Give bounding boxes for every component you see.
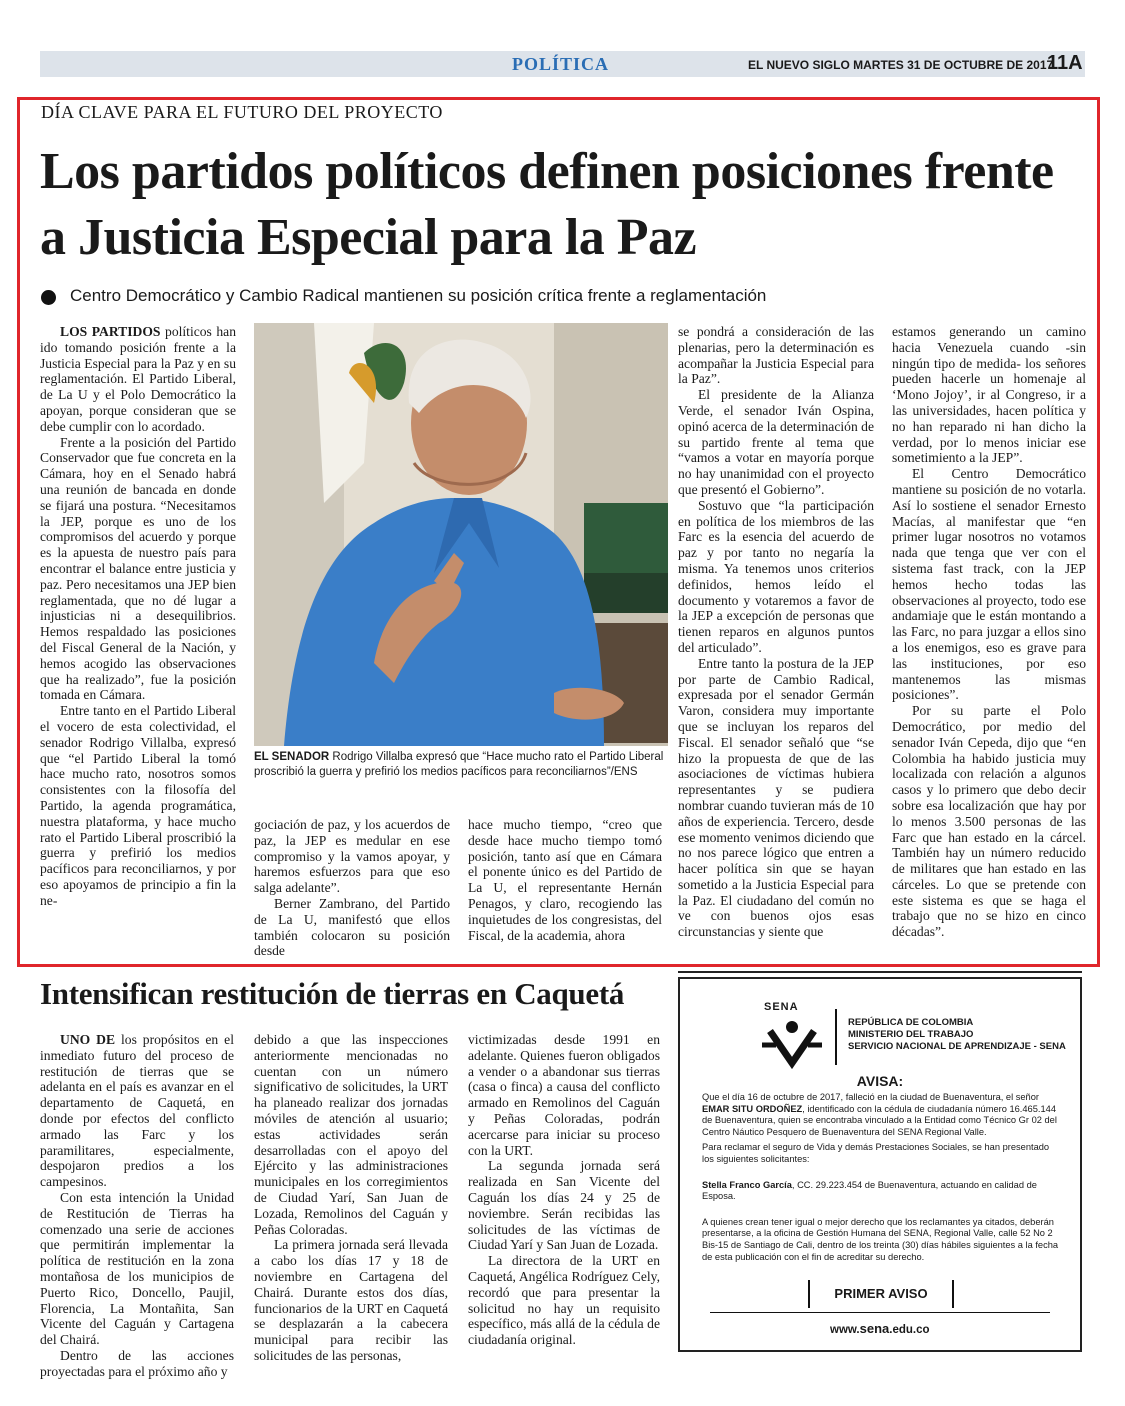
ad-org-line: MINISTERIO DEL TRABAJO bbox=[848, 1029, 974, 1040]
paragraph: Dentro de las acciones proyectadas para el próximo año y bbox=[40, 1347, 234, 1379]
url-part: .edu.co bbox=[889, 1324, 930, 1336]
paragraph: Berner Zambrano, del Partido de La U, manifestó que ellos también colocaron su posición desde bbox=[254, 895, 450, 959]
article2-column-3 bbox=[468, 1032, 660, 1348]
paragraph: debido a que las inspecciones anteriormente mencionadas no cuentan con un número significativo de solicitudes, la URT ha planeado realizar dos jornadas móviles de atención al usuario; estas actividades serán desarrolladas con el apoyo del Ejército y las administraciones municipales en los corregimientos de Ciudad Yarí, San Juan de Lozada, Remolinos del Caguán y Peñas Coloradas. bbox=[254, 1032, 448, 1237]
headline-2: Intensifican restitución de tierras en Caquetá bbox=[40, 976, 625, 1011]
paragraph: hace mucho tiempo, “creo que desde hace mucho tiempo tomó posición, tanto así que en Cámara el ponente único es del Partido de La U, el representante Hernán Penagos, y claro, recogiendo las inquietudes de los congresistas, del Fiscal, de la academia, ahora bbox=[468, 817, 662, 943]
paragraph: Sostuvo que “la participación en política de los miembros de las Farc es la esencia del acuerdo de paz y por tanto no negaría la misma. Ya tenemos unos criterios definidos, hemos leído el documento y votaremos a favor de la JEP a excepción de personas que tienen reparos en algunos puntos del articulado”. bbox=[678, 497, 874, 655]
paragraph: Con esta intención la Unidad de Restitución de Tierras ha comenzado una serie de acciones que permitirán implementar la política de restitución en la zona montañosa de los municipios de Puerto Rico, Doncello, Paujil, Florencia, La Montañita, San Vicente del Caguán y Cartagena del Chairá. bbox=[40, 1189, 234, 1348]
paragraph: La primera jornada será llevada a cabo los días 17 y 18 de noviembre en Cartagena del Chairá. Durante estos dos días, funcionarios de la URT en Caquetá se desplazarán a la cabecera municipal para recibir las solicitudes de las personas, bbox=[254, 1237, 448, 1363]
caption-text: Rodrigo Villalba expresó que “Hace mucho rato el Partido Liberal proscribió la guerra y prefirió los medios pacíficos para reconciliarnos”/ENS bbox=[254, 751, 664, 778]
photo-caption bbox=[254, 750, 668, 780]
senator-photo bbox=[254, 323, 668, 746]
paragraph: políticos han ido tomando posición frente a la Justicia Especial para la Paz y en su reglamentación. El Partido Liberal, de La U y el Polo Democrático la apoyan, porque consideran que se debe cumplir con lo acordado. bbox=[40, 324, 237, 434]
subheadline: Centro Democrático y Cambio Radical mantienen su posición crítica frente a reglamentación bbox=[70, 286, 767, 305]
article-column-3 bbox=[468, 817, 662, 943]
notice-label: PRIMER AVISO bbox=[834, 1286, 928, 1301]
kicker: DÍA CLAVE PARA EL FUTURO DEL PROYECTO bbox=[41, 102, 443, 122]
article-column-1 bbox=[40, 324, 236, 908]
url-part: www. bbox=[830, 1324, 860, 1336]
paragraph: La directora de la URT en Caquetá, Angélica Rodríguez Cely, recordó que para presentar la solicitud no hay un requisito específico, más allá de la cédula de ciudadanía original. bbox=[468, 1253, 660, 1348]
url-part: sena bbox=[859, 1321, 890, 1336]
notice-right-bar bbox=[952, 1280, 954, 1308]
ad-top-rule bbox=[678, 971, 1082, 973]
paragraph: Entre tanto en el Partido Liberal el vocero de esta colectividad, el senador Rodrigo Villalba, expresó que “el Partido Liberal la tomó hace mucho rato, nosotros somos consistentes con la filosofía del Partido, la agenda programática, nuestra plataforma, y hace mucho rato el Partido Liberal proscribió la guerra y prefirió los medios pacíficos para reconciliarnos, y por eso apoyamos de principio a fin la ne- bbox=[40, 703, 236, 908]
ad-org-line: REPÚBLICA DE COLOMBIA bbox=[848, 1017, 974, 1028]
sena-logo-text: SENA bbox=[764, 1001, 799, 1013]
paragraph: La segunda jornada será realizada en San Vicente del Caguán los días 24 y 25 de noviembre. Serán recibidas las solicitudes de las víctimas de Ciudad Yarí y San Juan de Lozada. bbox=[468, 1158, 660, 1253]
headline: Los partidos políticos definen posiciones frente a Justicia Especial para la Paz bbox=[40, 143, 1054, 266]
paragraph: Frente a la posición del Partido Conservador que fue concreta en la Cámara, hoy en el Senado habrá una reunión de bancada en donde se fijará una postura. “Necesitamos la JEP, porque es uno de los compromisos del acuerdo y porque es la apuesta de nuestro país para encontrar el balance entre justicia y paz. Pero necesitamos una JEP bien reglamentada, que no dé lugar a injusticias ni a desequilibrios. Hemos respaldado las posiciones del Fiscal General de la Nación, y hemos acogido las observaciones que ha realizado”, fue la posición tomada en Cámara. bbox=[40, 434, 236, 703]
ad-org-line: SERVICIO NACIONAL DE APRENDIZAJE - SENA bbox=[848, 1041, 1066, 1052]
paragraph: El Centro Democrático mantiene su posición de no votarla. Así lo sostiene el senador Ernesto Macías, al manifestar que “en primer lugar nosotros no votamos nada que tenga que ver con el sistema fast track, con la JEP hemos hecho todas las observaciones al proyecto, todo ese andamiaje que le están montando a las Farc, no para juzgar a ellos sino a los enemigos, eso es grave para las instituciones, por eso mantenemos las mismas posiciones”. bbox=[892, 466, 1086, 703]
article-column-4 bbox=[678, 324, 874, 940]
sena-logo-icon bbox=[756, 1001, 828, 1071]
article-column-2 bbox=[254, 817, 450, 959]
paragraph: se pondrá a consideración de las plenarias, pero la determinación es acompañar la Justicia Especial para la Paz”. bbox=[678, 324, 874, 387]
ad-text: Que el día 16 de octubre de 2017, falleció en la ciudad de Buenaventura, el señor bbox=[702, 1092, 1039, 1102]
caption-lead: EL SENADOR bbox=[254, 751, 330, 763]
ad-org-block bbox=[848, 1017, 1066, 1053]
ad-divider bbox=[835, 1009, 837, 1065]
paragraph: estamos generando un camino hacia Venezuela cuando -sin ningún tipo de medida- los señores pueden hacerle un homenaje al ‘Mono Jojoy’, ir al Congreso, ir a las universidades, hacen política y no han reparado ni han dicho la verdad, por lo menos iniciar ese sometimiento a la JEP”. bbox=[892, 324, 1086, 466]
ad-url bbox=[830, 1321, 930, 1336]
lead-words: UNO DE bbox=[60, 1032, 116, 1047]
page-number: 11A bbox=[1047, 52, 1083, 74]
paragraph: Por su parte el Polo Democrático, por medio del senador Iván Cepeda, dijo que “en Colombia ha habido justicia muy localizada con relación a algunos casos y lo primero que debo decir sobre esa localización que hay por lo menos 3.500 personas de las Farc que han estado en la cárcel. También hay un número reducido de militares que han estado en las cárceles. Lo que se pretende con este sistema es que se haga el trabajo que no se hizo en cinco décadas”. bbox=[892, 703, 1086, 940]
bullet-icon bbox=[41, 290, 56, 305]
ad-text: , identificado con la cédula de ciudadanía número 16.465.144 de Buenaventura, quien se encontraba vinculado a la Entidad como Técnico Gr 02 del Centro Náutico Pesquero de Buenaventura del SENA Regional Valle. bbox=[702, 1103, 1057, 1137]
paragraph: gociación de paz, y los acuerdos de paz, la JEP es medular en ese compromiso y la vamos apoyar, y haremos esfuerzos para que eso salga adelante”. bbox=[254, 817, 450, 896]
section-label: POLÍTICA bbox=[512, 54, 610, 74]
dateline: EL NUEVO SIGLO MARTES 31 DE OCTUBRE DE 2017 bbox=[748, 58, 1054, 72]
ad-title: AVISA: bbox=[856, 1073, 904, 1089]
lead-words: LOS PARTIDOS bbox=[60, 324, 161, 339]
deceased-name: EMAR SITU ORDOÑEZ bbox=[702, 1103, 803, 1114]
ad-text: A quienes crean tener igual o mejor derecho que los reclamantes ya citados, deberán presentarse, a la oficina de Gestión Humana del SENA, Regional Valle, calle 52 No 2 Bis-15 de Santiago de Cali, dentro de los treinta (30) días hábiles siguientes a la fecha de esta publicación con el fin de acreditar su derecho. bbox=[702, 1216, 1059, 1262]
article2-column-2 bbox=[254, 1032, 448, 1364]
paragraph: El presidente de la Alianza Verde, el senador Iván Ospina, opinó acerca de la determinación de su partido frente al tema que “vamos a votar en mayoría porque no hay unanimidad con el proyecto que presentó el Gobierno”. bbox=[678, 387, 874, 497]
paragraph: los propósitos en el inmediato futuro del proceso de restitución de tierras que se adelanta en el país es avanzar en el departamento de Caquetá, en donde por efectos del conflicto armado las Farc y los paramilitares, especialmente, despojaron predios a los campesinos. bbox=[40, 1032, 234, 1190]
ad-text: Para reclamar el seguro de Vida y demás Prestaciones Sociales, se han presentado los siguientes solicitantes: bbox=[702, 1142, 1050, 1164]
article-column-5 bbox=[892, 324, 1086, 940]
ad-footer-rule bbox=[710, 1312, 1050, 1313]
claimant-name: Stella Franco García bbox=[702, 1179, 792, 1190]
paragraph: victimizadas desde 1991 en adelante. Quienes fueron obligados a vender o a abandonar sus tierras (casa o finca) a causa del conflicto armado en Remolinos del Caguán y Peñas Coloradas, podrán acercarse para iniciar su proceso con la URT. bbox=[468, 1032, 660, 1158]
paragraph: Entre tanto la postura de la JEP por parte de Cambio Radical, expresada por el senador Germán Varon, considera muy importante que se incluyan los reparos del Fiscal. El senador señaló que “se hizo la propuesta de que de las asociaciones de víctimas hubiera representantes y se pudiera nombrar cuando tuvieran más de 10 años de experiencia. Tercero, desde ese momento venimos diciendo que no nos parece lógico que entren a hacer política sin que se hayan sometido a la Justicia Especial para la Paz. El ciudadano del común no ve con buenos ojos esas circunstancias y siente que bbox=[678, 655, 874, 940]
ad-text: , CC. 29.223.454 de Buenaventura, actuando en calidad de Esposa. bbox=[702, 1179, 1037, 1202]
article2-column-1 bbox=[40, 1032, 234, 1380]
ad-body bbox=[702, 1092, 1062, 1263]
sena-notice-ad bbox=[678, 977, 1082, 1352]
